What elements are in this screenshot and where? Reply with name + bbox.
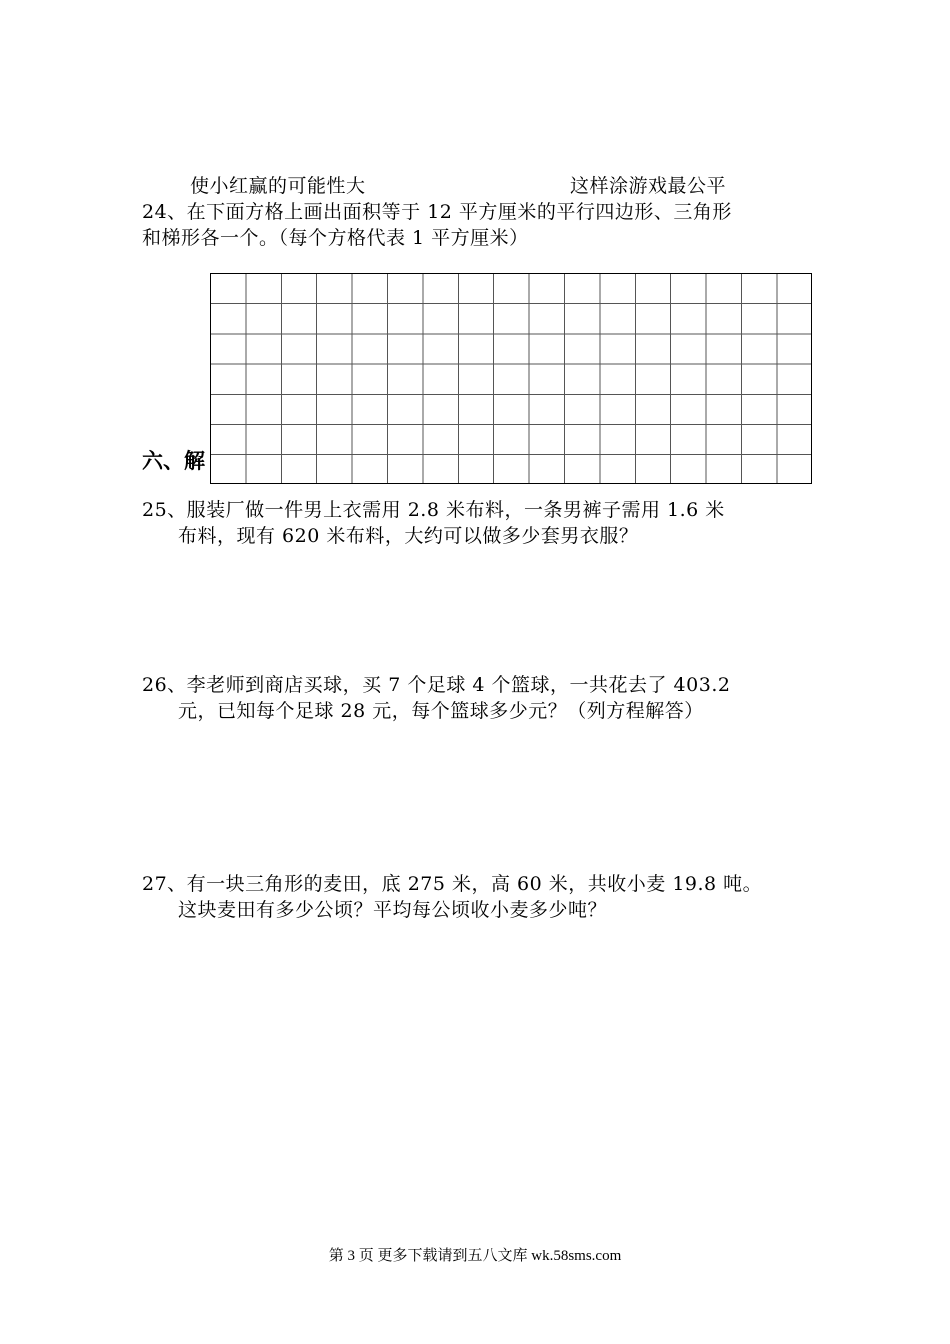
question-27-line2: 这块麦田有多少公顷？平均每公顷收小麦多少吨？ (178, 899, 608, 921)
caption-right: 这样涂游戏最公平 (570, 175, 727, 197)
question-25-line1: 25、服装厂做一件男上衣需用 2.8 米布料，一条男裤子需用 1.6 米 (142, 499, 725, 521)
question-26-line1: 26、李老师到商店买球，买 7 个足球 4 个篮球，一共花去了 403.2 (142, 674, 731, 696)
question-27-line1: 27、有一块三角形的麦田，底 275 米，高 60 米，共收小麦 19.8 吨。 (142, 873, 763, 895)
question-24-line1: 24、在下面方格上画出面积等于 12 平方厘米的平行四边形、三角形 (142, 201, 732, 223)
square-grid (210, 273, 812, 484)
section-title: 六、解 (142, 449, 205, 473)
page-footer: 第 3 页 更多下载请到五八文库 wk.58sms.com (328, 1248, 622, 1264)
caption-left: 使小红赢的可能性大 (190, 175, 366, 197)
question-25-line2: 布料，现有 620 米布料，大约可以做多少套男衣服？ (178, 525, 639, 547)
question-24-line2: 和梯形各一个。（每个方格代表 1 平方厘米） (142, 227, 529, 249)
question-26-line2: 元，已知每个足球 28 元，每个篮球多少元？（列方程解答） (178, 700, 704, 722)
